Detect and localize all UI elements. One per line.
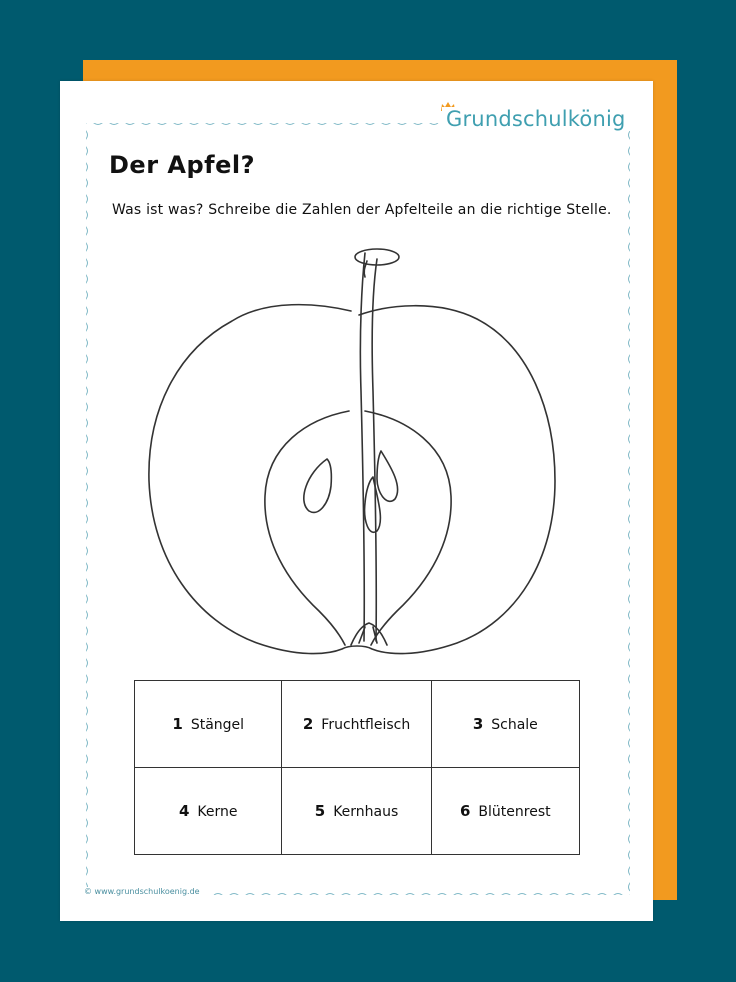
parts-table xyxy=(134,680,580,855)
seed-right-top xyxy=(377,451,398,501)
part-cell: 4 Kerne xyxy=(135,768,282,855)
worksheet-page xyxy=(60,81,653,921)
part-cell: 1 Stängel xyxy=(135,681,282,768)
apple-outline xyxy=(149,305,555,654)
apple-drawing xyxy=(137,241,577,666)
brand-logo: Grundschulkönig xyxy=(442,107,630,131)
part-cell: 2 Fruchtfleisch xyxy=(282,681,431,768)
table-row xyxy=(135,768,580,855)
instruction-text: Was ist was? Schreibe die Zahlen der Apfelteile an die richtige Stelle. xyxy=(112,202,612,218)
part-cell: 5 Kernhaus xyxy=(282,768,431,855)
page-title: Der Apfel? xyxy=(109,151,256,179)
table-row xyxy=(135,681,580,768)
seed-left xyxy=(304,459,332,512)
copyright-footer: © www.grundschulkoenig.de xyxy=(84,887,204,896)
stem-outline xyxy=(360,253,365,641)
part-cell: 3 Schale xyxy=(431,681,579,768)
core-outline xyxy=(265,411,349,645)
part-cell: 6 Blütenrest xyxy=(431,768,579,855)
